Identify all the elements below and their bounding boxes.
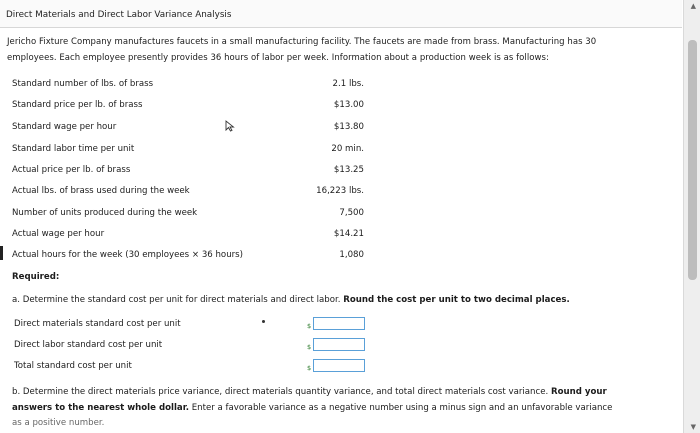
part-b-text-cont: Enter a favorable variance as a negative number using a minus sign and an unfavorable variance [188,403,613,413]
scrollbar-thumb[interactable] [688,40,697,280]
row-value-std-lbs: 2.1 lbs. [332,79,364,89]
field-label-total-cost: Total standard cost per unit [14,361,132,371]
field-label-dm-cost: Direct materials standard cost per unit [14,319,181,329]
dm-cost-input[interactable] [313,317,365,330]
row-value-act-lbs: 16,223 lbs. [316,186,364,196]
vertical-scrollbar[interactable] [683,0,700,433]
chevron-down-icon[interactable]: ▼ [690,423,696,431]
row-value-act-wage: $14.21 [333,229,364,239]
row-label-std-wage: Standard wage per hour [12,122,117,132]
part-a-text: a. Determine the standard cost per unit for direct materials and direct labor. [12,295,344,305]
dl-cost-input[interactable] [313,338,365,351]
row-value-units: 7,500 [339,208,364,218]
row-label-act-lbs: Actual lbs. of brass used during the week [12,186,190,196]
row-label-units: Number of units produced during the week [12,208,198,218]
part-a-instruction: Round the cost per unit to two decimal places. [343,295,570,305]
currency-symbol: $ [307,364,312,372]
row-value-std-wage: $13.80 [333,122,364,132]
row-label-act-hours: Actual hours for the week (30 employees × 36 hours) [12,250,244,260]
mouse-pointer-icon [225,120,235,132]
row-label-act-wage: Actual wage per hour [12,229,105,239]
row-label-act-price: Actual price per lb. of brass [12,165,131,175]
input-indicator-dot [262,320,265,323]
part-a-question [12,295,570,305]
row-label-std-lbs: Standard number of lbs. of brass [12,79,154,89]
intro-line-1: Jericho Fixture Company manufactures faucets in a small manufacturing facility. The faucets are made from brass. Manufacturing has 30 [7,37,597,47]
total-cost-input[interactable] [313,359,365,372]
row-value-act-hours: 1,080 [339,250,364,260]
row-value-act-price: $13.25 [333,165,364,175]
page-title: Direct Materials and Direct Labor Variance Analysis [6,10,232,20]
row-label-std-price: Standard price per lb. of brass [12,100,143,110]
required-label: Required: [12,272,60,282]
currency-symbol: $ [307,343,312,351]
row-value-std-time: 20 min. [331,144,364,154]
row-label-std-time: Standard labor time per unit [12,144,135,154]
part-b-instruction: Round your [550,387,607,397]
intro-line-2: employees. Each employee presently provides 36 hours of labor per week. Information about a production week is as follows: [7,53,549,63]
part-b-instruction-cont: answers to the nearest whole dollar. [12,403,189,413]
chevron-up-icon[interactable]: ▲ [690,2,696,10]
part-b-text: b. Determine the direct materials price variance, direct materials quantity variance, and total direct materials cost variance. [12,387,551,397]
part-b-line-3: as a positive number. [12,418,105,428]
left-edge-marker [0,246,3,260]
part-b-line-1 [12,387,607,397]
currency-symbol: $ [307,322,312,330]
field-label-dl-cost: Direct labor standard cost per unit [14,340,163,350]
part-b-line-2 [12,403,612,413]
row-value-std-price: $13.00 [333,100,364,110]
